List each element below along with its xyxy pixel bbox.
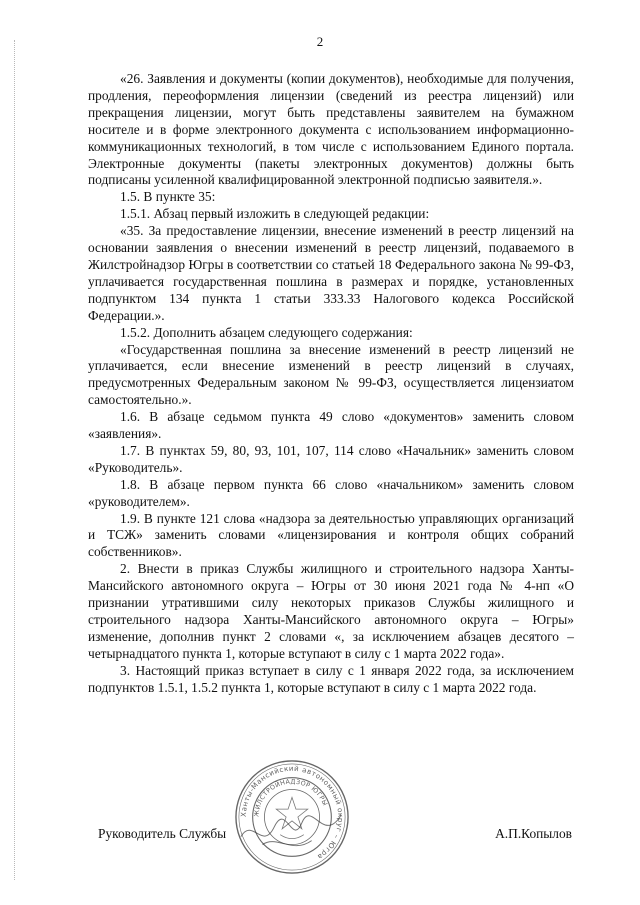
document-body [88, 71, 574, 697]
signatory-name: А.П.Копылов [495, 826, 572, 841]
seal-outer-text: Ханты-Мансийский автономный округ – Югра [238, 763, 346, 862]
paragraph-35: «35. За предоставление лицензии, внесение изменений в реестр лицензий на основании заявления о внесении изменений в реестр лицензий, подаваемого в Жилстройнадзор Югры в соответствии со статьей 18 Федерального закона № 99-ФЗ, уплачивается государственная пошлина в размерах и порядке, установленных подпунктом 134 пункта 1 статьи 333.33 Налогового кодекса Российской Федерации.». [88, 223, 574, 323]
page-number: 2 [316, 34, 324, 49]
paragraph-1-5-1: 1.5.1. Абзац первый изложить в следующей редакции: [120, 206, 430, 222]
paragraph-2: 2. Внести в приказ Службы жилищного и строительного надзора Ханты-Мансийского автономного округа – Югры от 30 июня 2021 года № 4-нп «О признании утратившими силу некоторых приказов Службы жилищного и строительного надзора Ханты-Мансийского автономного округа – Югры» изменение, дополнив пункт 2 словами «, за исключением абзацев десятого – четырнадцатого пункта 1, которые вступают в силу с 1 марта 2022 года». [88, 561, 574, 661]
paragraph-1-7: 1.7. В пунктах 59, 80, 93, 101, 107, 114 слово «Начальник» заменить словом «Руководитель». [88, 442, 574, 475]
official-seal-stamp [233, 758, 351, 876]
handwritten-signature-icon [241, 815, 341, 846]
scan-margin-artifact [14, 40, 16, 880]
paragraph-1-9: 1.9. В пункте 121 слова «надзора за деятельностью управляющих организаций и ТСЖ» заменить словами «лицензирования и контроля общих собраний собственников». [88, 510, 574, 560]
paragraph-1-8: 1.8. В абзаце первом пункта 66 слово «начальником» заменить словом «руководителем». [88, 476, 574, 509]
seal-inner-text: ЖИЛСТРОЙНАДЗОР ЮГРЫ [253, 778, 329, 818]
signatory-title: Руководитель Службы [98, 826, 227, 841]
paragraph-1-5-2: 1.5.2. Дополнить абзацем следующего содержания: [120, 324, 413, 340]
paragraph-1-6: 1.6. В абзаце седьмом пункта 49 слово «документов» заменить словом «заявления». [88, 409, 574, 442]
paragraph-state-duty: «Государственная пошлина за внесение изменений в реестр лицензий не уплачивается, если внесение изменений в реестр лицензий в случаях, предусмотренных Федеральным законом № 99-ФЗ, осуществляется лицензиатом самостоятельно.». [88, 341, 574, 408]
paragraph-1-5: 1.5. В пункте 35: [120, 189, 216, 205]
seal-emblem-icon [276, 797, 307, 838]
paragraph-3: 3. Настоящий приказ вступает в силу с 1 января 2022 года, за исключением подпунктов 1.5.1, 1.5.2 пункта 1, которые вступают в силу с 1 марта 2022 года. [88, 662, 574, 695]
paragraph-26: «26. Заявления и документы (копии документов), необходимые для получения, продления, переоформления лицензии (сведений из реестра лицензий) или прекращения лицензии, могут быть представлены заявителем на бумажном носителе и в форме электронного документа с использованием информационно-коммуникационных технологий, в том числе с использованием Единого портала. Электронные документы (пакеты электронных документов) должны быть подписаны усиленной квалифицированной электронной подписью заявителя.». [88, 71, 574, 188]
